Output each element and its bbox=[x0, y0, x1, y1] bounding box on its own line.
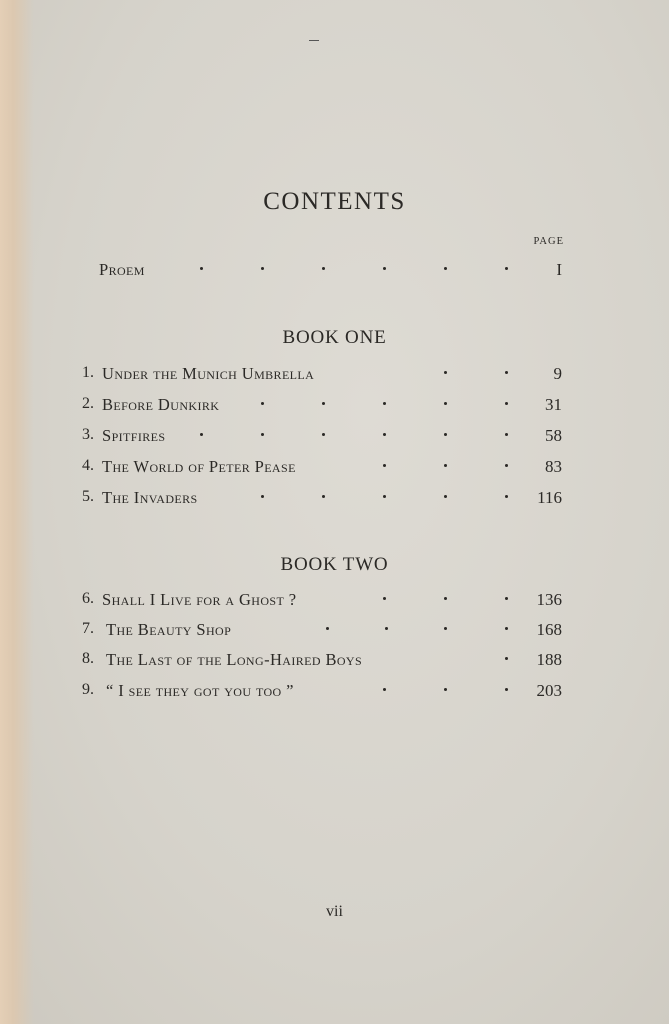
page-folio: vii bbox=[326, 903, 343, 920]
proem-row[interactable] bbox=[0, 260, 669, 286]
page-number: I bbox=[556, 260, 562, 279]
chapter-row[interactable] bbox=[0, 650, 669, 676]
chapter-title: Under the Munich Umbrella bbox=[102, 364, 315, 383]
chapter-title: The World of Peter Pease bbox=[102, 457, 296, 476]
book-two-heading: BOOK TWO bbox=[280, 554, 389, 575]
chapter-title: Shall I Live for a Ghost ? bbox=[102, 590, 297, 609]
page-number: 9 bbox=[553, 364, 562, 383]
chapter-number: 2. bbox=[82, 395, 94, 412]
chapter-number: 6. bbox=[82, 590, 94, 607]
chapter-number: 8. bbox=[82, 650, 94, 667]
chapter-number: 3. bbox=[82, 426, 94, 443]
chapter-row[interactable] bbox=[0, 590, 669, 616]
chapter-number: 1. bbox=[82, 364, 94, 381]
page-number: 168 bbox=[536, 620, 562, 639]
chapter-title: Before Dunkirk bbox=[102, 395, 220, 414]
chapter-number: 4. bbox=[82, 457, 94, 474]
chapter-number: 9. bbox=[82, 681, 94, 698]
chapter-row[interactable] bbox=[0, 620, 669, 646]
page-number: 83 bbox=[545, 457, 562, 476]
proem-label: Proem bbox=[99, 260, 145, 279]
chapter-row[interactable] bbox=[0, 457, 669, 483]
chapter-row[interactable] bbox=[0, 681, 669, 707]
page-number: 136 bbox=[536, 590, 562, 609]
contents-title: CONTENTS bbox=[263, 188, 406, 215]
chapter-row[interactable] bbox=[0, 364, 669, 390]
top-mark bbox=[309, 40, 319, 41]
book-one-heading: BOOK ONE bbox=[282, 327, 387, 348]
page-number: 116 bbox=[537, 488, 562, 507]
page-number: 188 bbox=[536, 650, 562, 669]
chapter-row[interactable] bbox=[0, 395, 669, 421]
page-number: 58 bbox=[545, 426, 562, 445]
chapter-title: Spitfires bbox=[102, 426, 166, 445]
chapter-title: “ I see they got you too ” bbox=[106, 681, 294, 700]
chapter-number: 7. bbox=[82, 620, 94, 637]
page-column-label: PAGE bbox=[533, 236, 564, 247]
page-number: 31 bbox=[545, 395, 562, 414]
page-number: 203 bbox=[536, 681, 562, 700]
chapter-row[interactable] bbox=[0, 488, 669, 514]
chapter-title: The Beauty Shop bbox=[106, 620, 232, 639]
chapter-row[interactable] bbox=[0, 426, 669, 452]
chapter-number: 5. bbox=[82, 488, 94, 505]
chapter-title: The Invaders bbox=[102, 488, 198, 507]
chapter-title: The Last of the Long-Haired Boys bbox=[106, 650, 363, 669]
